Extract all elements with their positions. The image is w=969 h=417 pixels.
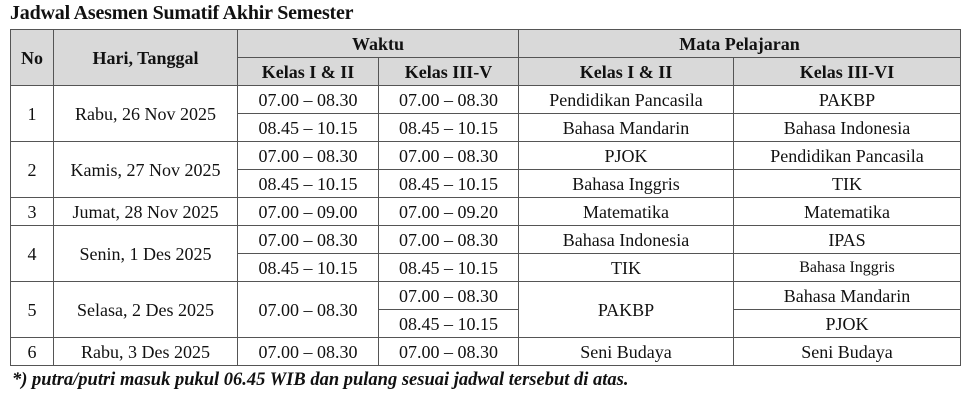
cell-no: 5 [11,282,54,338]
table-row [11,86,961,114]
cell-mapel-kelas-3-6: PJOK [734,310,961,338]
document-title: Jadwal Asesmen Sumatif Akhir Semester [10,2,354,24]
cell-mapel-kelas-3-6: IPAS [734,226,961,254]
cell-waktu-kelas-3-5: 07.00 – 08.30 [379,142,519,170]
cell-waktu-kelas-1-2: 08.45 – 10.15 [238,114,379,142]
cell-waktu-kelas-1-2: 07.00 – 08.30 [238,282,379,338]
table-row [11,226,961,254]
cell-waktu-kelas-3-5: 07.00 – 08.30 [379,86,519,114]
table-row [11,282,961,310]
cell-waktu-kelas-3-5: 08.45 – 10.15 [379,114,519,142]
cell-mapel-kelas-1-2: Pendidikan Pancasila [519,86,734,114]
cell-mapel-kelas-3-6: Bahasa Mandarin [734,282,961,310]
footnote: *) putra/putri masuk pukul 06.45 WIB dan pulang sesuai jadwal tersebut di atas. [12,370,629,390]
cell-waktu-kelas-3-5: 07.00 – 09.20 [379,198,519,226]
header-hari: Hari, Tanggal [54,30,238,86]
cell-waktu-kelas-3-5: 08.45 – 10.15 [379,310,519,338]
cell-mapel-kelas-1-2: Bahasa Inggris [519,170,734,198]
cell-waktu-kelas-1-2: 08.45 – 10.15 [238,254,379,282]
cell-waktu-kelas-1-2: 07.00 – 08.30 [238,86,379,114]
cell-hari-tanggal: Jumat, 28 Nov 2025 [54,198,238,226]
cell-mapel-kelas-1-2: Seni Budaya [519,338,734,366]
cell-mapel-kelas-1-2: Bahasa Indonesia [519,226,734,254]
cell-mapel-kelas-1-2: Matematika [519,198,734,226]
cell-waktu-kelas-3-5: 07.00 – 08.30 [379,338,519,366]
cell-no: 2 [11,142,54,198]
cell-waktu-kelas-3-5: 07.00 – 08.30 [379,226,519,254]
cell-waktu-kelas-1-2: 07.00 – 08.30 [238,142,379,170]
cell-waktu-kelas-1-2: 07.00 – 08.30 [238,338,379,366]
cell-mapel-kelas-3-6: Matematika [734,198,961,226]
cell-mapel-kelas-1-2: Bahasa Mandarin [519,114,734,142]
header-waktu: Waktu [238,30,519,58]
header-mapel-kelas-1-2: Kelas I & II [519,58,734,86]
cell-hari-tanggal: Rabu, 3 Des 2025 [54,338,238,366]
cell-mapel-kelas-3-6: Pendidikan Pancasila [734,142,961,170]
cell-mapel-kelas-3-6: Bahasa Indonesia [734,114,961,142]
table-row [11,142,961,170]
cell-no: 1 [11,86,54,142]
cell-waktu-kelas-1-2: 07.00 – 09.00 [238,198,379,226]
cell-hari-tanggal: Selasa, 2 Des 2025 [54,282,238,338]
header-no: No [11,30,54,86]
cell-hari-tanggal: Kamis, 27 Nov 2025 [54,142,238,198]
cell-waktu-kelas-3-5: 08.45 – 10.15 [379,170,519,198]
cell-no: 3 [11,198,54,226]
cell-waktu-kelas-3-5: 08.45 – 10.15 [379,254,519,282]
cell-mapel-kelas-3-6: Seni Budaya [734,338,961,366]
cell-mapel-kelas-3-6: PAKBP [734,86,961,114]
cell-mapel-kelas-1-2: PAKBP [519,282,734,338]
cell-mapel-kelas-1-2: PJOK [519,142,734,170]
cell-hari-tanggal: Senin, 1 Des 2025 [54,226,238,282]
cell-waktu-kelas-3-5: 07.00 – 08.30 [379,282,519,310]
schedule-table [10,29,961,366]
cell-no: 6 [11,338,54,366]
header-mapel-kelas-3-6: Kelas III-VI [734,58,961,86]
cell-mapel-kelas-3-6: Bahasa Inggris [734,254,961,282]
header-waktu-kelas-3-5: Kelas III-V [379,58,519,86]
cell-waktu-kelas-1-2: 07.00 – 08.30 [238,226,379,254]
cell-waktu-kelas-1-2: 08.45 – 10.15 [238,170,379,198]
table-row [11,198,961,226]
header-mapel: Mata Pelajaran [519,30,961,58]
header-waktu-kelas-1-2: Kelas I & II [238,58,379,86]
cell-mapel-kelas-1-2: TIK [519,254,734,282]
cell-mapel-kelas-3-6: TIK [734,170,961,198]
cell-no: 4 [11,226,54,282]
cell-hari-tanggal: Rabu, 26 Nov 2025 [54,86,238,142]
table-row [11,338,961,366]
